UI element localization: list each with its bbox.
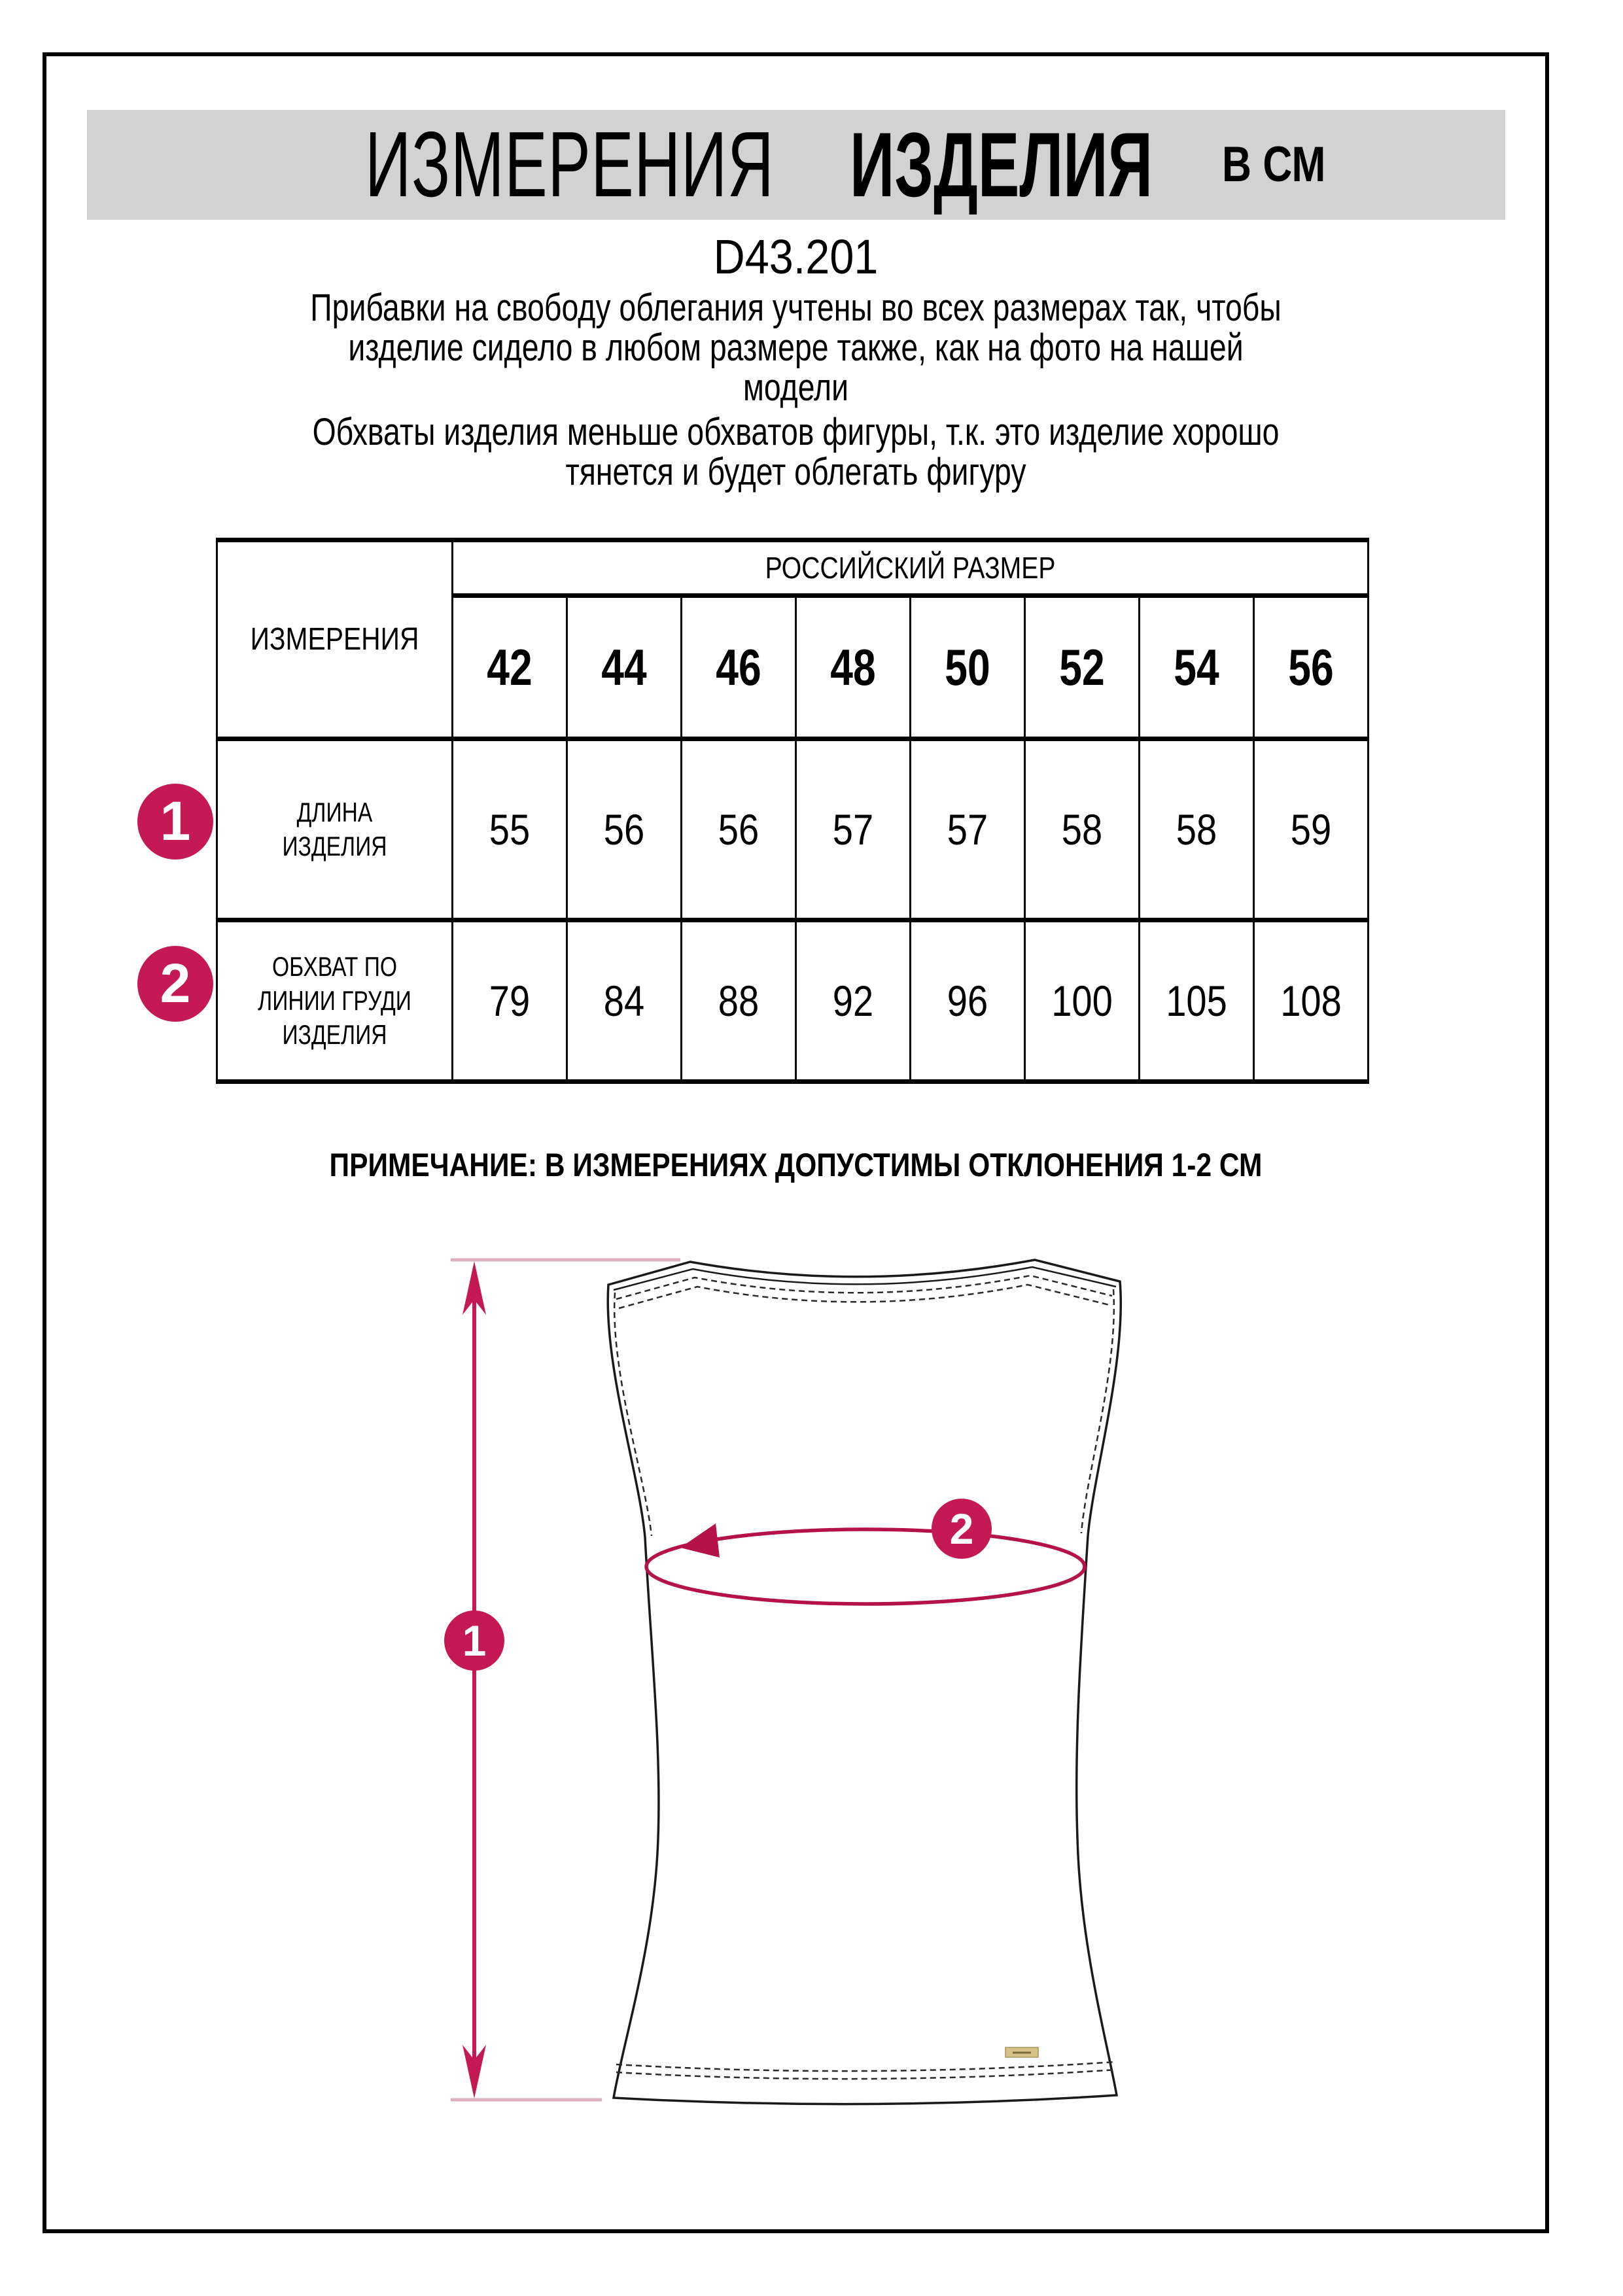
size-cell bbox=[1025, 596, 1140, 739]
size-44: 44 bbox=[601, 638, 647, 696]
value-cell bbox=[911, 920, 1025, 1082]
size-46: 46 bbox=[716, 638, 761, 696]
value-cell bbox=[682, 920, 796, 1082]
table-row-chest bbox=[217, 920, 1369, 1082]
value: 88 bbox=[718, 977, 759, 1025]
value: 108 bbox=[1280, 977, 1342, 1025]
measure-col-header bbox=[217, 540, 453, 739]
value: 57 bbox=[832, 805, 874, 854]
size-54: 54 bbox=[1174, 638, 1219, 696]
value: 84 bbox=[603, 977, 645, 1025]
garment-outline bbox=[608, 1260, 1121, 2104]
row-label-line: ИЗДЕЛИЯ bbox=[282, 1019, 387, 1050]
value: 55 bbox=[489, 805, 531, 854]
value: 56 bbox=[718, 805, 759, 854]
intro-line: Обхваты изделия меньше обхватов фигуры, т.к. это изделие хорошо bbox=[312, 411, 1280, 453]
chest-badge-number: 2 bbox=[949, 1505, 974, 1553]
value: 105 bbox=[1166, 977, 1227, 1025]
value-cell bbox=[567, 920, 682, 1082]
size-cell bbox=[911, 596, 1025, 739]
value: 100 bbox=[1051, 977, 1113, 1025]
value-cell bbox=[567, 739, 682, 920]
value-cell bbox=[1025, 739, 1140, 920]
value: 79 bbox=[489, 977, 531, 1025]
size-cell bbox=[1140, 596, 1254, 739]
row-label bbox=[217, 920, 453, 1082]
title-measurements: ИЗМЕРЕНИЯ bbox=[365, 113, 775, 217]
table-row-length bbox=[217, 739, 1369, 920]
value-cell bbox=[911, 739, 1025, 920]
value: 58 bbox=[1176, 805, 1217, 854]
value: 56 bbox=[603, 805, 645, 854]
row-number-badge-1: 1 bbox=[137, 784, 213, 860]
garment-diagram bbox=[406, 1230, 1191, 2119]
value-cell bbox=[682, 739, 796, 920]
value: 58 bbox=[1061, 805, 1103, 854]
row-label-line: ЛИНИИ ГРУДИ bbox=[258, 985, 411, 1016]
value-cell bbox=[796, 739, 911, 920]
value-cell bbox=[453, 920, 567, 1082]
value-cell bbox=[1254, 920, 1369, 1082]
value-cell bbox=[1254, 739, 1369, 920]
value: 92 bbox=[832, 977, 874, 1025]
value-cell bbox=[1025, 920, 1140, 1082]
value: 57 bbox=[947, 805, 988, 854]
row-number-badge-2: 2 bbox=[137, 946, 213, 1022]
product-code-text: D43.201 bbox=[713, 230, 879, 284]
size-56: 56 bbox=[1288, 638, 1334, 696]
size-cell bbox=[567, 596, 682, 739]
size-table bbox=[216, 538, 1369, 1084]
intro-line: тянется и будет облегать фигуру bbox=[565, 451, 1026, 493]
size-42: 42 bbox=[487, 638, 532, 696]
length-badge-number: 1 bbox=[462, 1616, 487, 1665]
row-label-line: ДЛИНА bbox=[296, 797, 373, 827]
size-group-header bbox=[453, 540, 1369, 596]
value-cell bbox=[796, 920, 911, 1082]
intro-line: Прибавки на свободу облегания учтены во всех размерах так, чтобы bbox=[310, 287, 1282, 329]
size-52: 52 bbox=[1059, 638, 1105, 696]
size-cell bbox=[682, 596, 796, 739]
size-cell bbox=[1254, 596, 1369, 739]
note-text-line: ПРИМЕЧАНИЕ: В ИЗМЕРЕНИЯХ ДОПУСТИМЫ ОТКЛОНЕНИЯ 1-2 СМ bbox=[329, 1147, 1263, 1183]
value-cell bbox=[1140, 920, 1254, 1082]
value: 96 bbox=[947, 977, 988, 1025]
intro-line: изделие сидело в любом размере также, как на фото на нашей bbox=[348, 326, 1244, 369]
size-cell bbox=[453, 596, 567, 739]
size-group-header-text: РОССИЙСКИЙ РАЗМЕР bbox=[765, 551, 1056, 585]
value-cell bbox=[453, 739, 567, 920]
title-bar bbox=[87, 110, 1505, 220]
row-label-line: ОБХВАТ ПО bbox=[271, 951, 398, 982]
size-50: 50 bbox=[945, 638, 990, 696]
product-code bbox=[43, 229, 1549, 285]
measure-col-header-text: ИЗМЕРЕНИЯ bbox=[250, 622, 419, 657]
row-label bbox=[217, 739, 453, 920]
row-label-line: ИЗДЕЛИЯ bbox=[282, 831, 387, 861]
intro-paragraph-1 bbox=[43, 288, 1549, 408]
size-cell bbox=[796, 596, 911, 739]
size-48: 48 bbox=[830, 638, 876, 696]
intro-paragraph-2 bbox=[43, 412, 1549, 492]
value: 59 bbox=[1290, 805, 1332, 854]
title-units: В СМ bbox=[1222, 137, 1326, 192]
title-product: ИЗДЕЛИЯ bbox=[850, 113, 1153, 216]
value-cell bbox=[1140, 739, 1254, 920]
note-text bbox=[43, 1146, 1549, 1184]
intro-line: модели bbox=[742, 366, 849, 409]
